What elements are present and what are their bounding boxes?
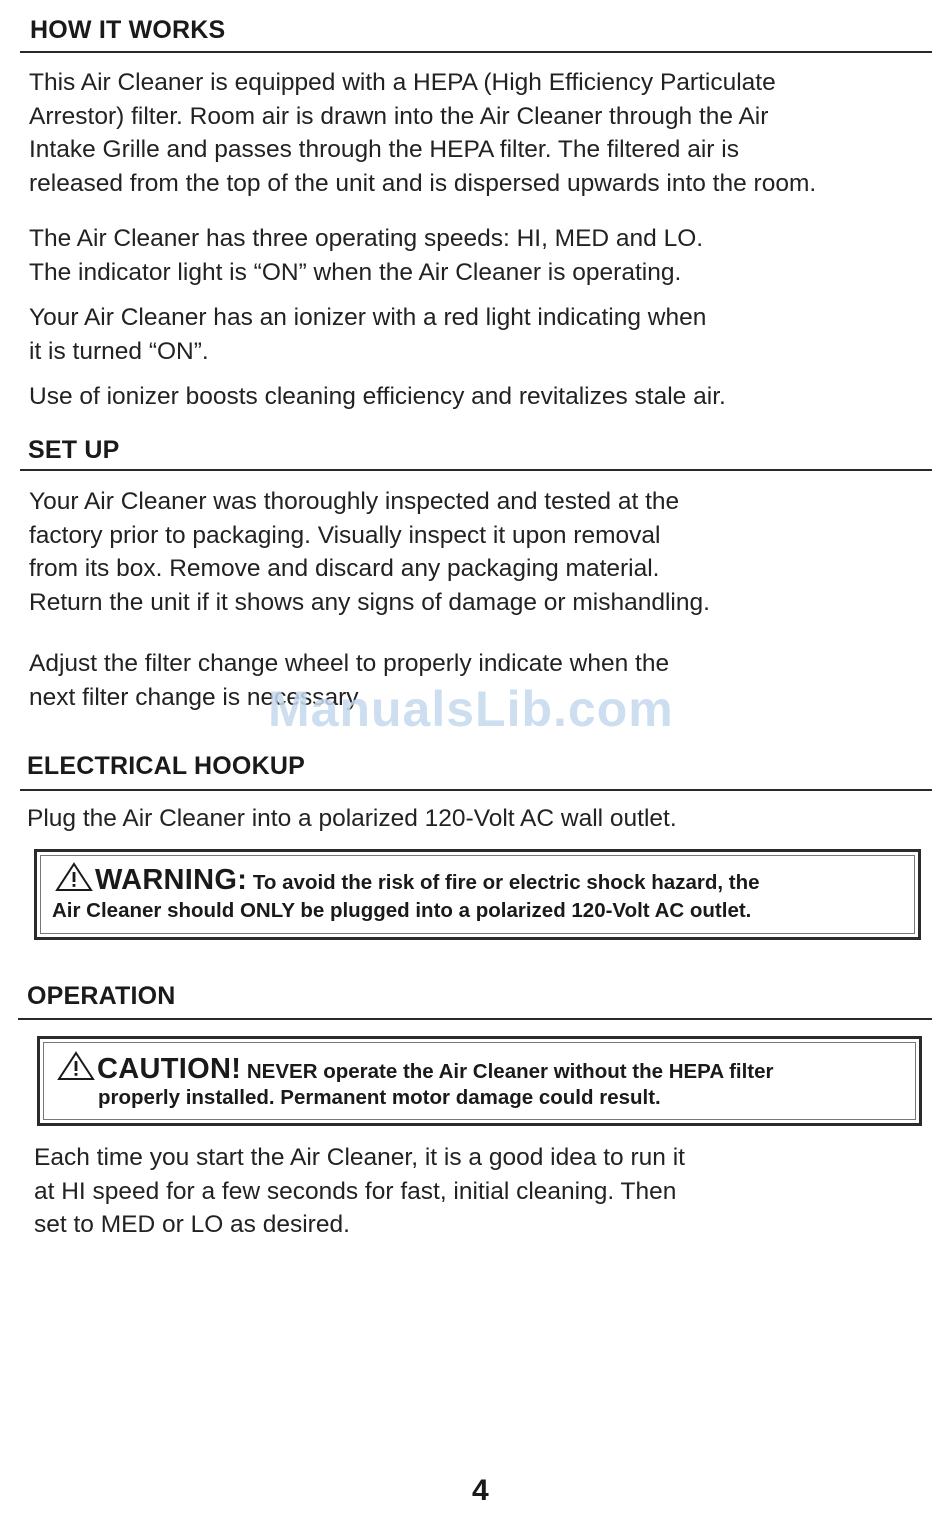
caution-box: [37, 1036, 922, 1126]
operation-heading: OPERATION: [27, 982, 176, 1010]
set-up-paragraph-2: Adjust the filter change wheel to properly indicate when the next filter change is necessary: [29, 650, 670, 711]
warning-line-2: Air Cleaner should ONLY be plugged into a polarized 120-Volt AC outlet.: [52, 899, 752, 922]
caution-triangle-icon: [57, 1051, 95, 1081]
how-it-works-paragraph-3: Your Air Cleaner has an ionizer with a red light indicating when it is turned “ON”.: [29, 304, 707, 365]
caution-text-1: NEVER operate the Air Cleaner without the HEPA filter: [246, 1060, 774, 1083]
operation-paragraph: Each time you start the Air Cleaner, it is a good idea to run it at HI speed for a few seconds for fast, initial cleaning. Then set to MED or LO as desired.: [34, 1144, 685, 1238]
warning-box: [34, 849, 921, 940]
set-up-divider: [20, 469, 932, 471]
electrical-hookup-divider: [20, 789, 932, 791]
how-it-works-paragraph-2: The Air Cleaner has three operating speeds: HI, MED and LO. The indicator light is “ON” when the Air Cleaner is operating.: [29, 225, 704, 286]
caution-label: CAUTION!: [97, 1053, 242, 1085]
set-up-heading: SET UP: [28, 436, 120, 464]
set-up-paragraph-1: Your Air Cleaner was thoroughly inspected and tested at the factory prior to packaging. Visually inspect it upon removal from its box. Remove and discard any packaging material. Return the unit if it shows any signs of damage or mishandling.: [29, 488, 710, 616]
caution-line-1: [57, 1051, 774, 1086]
how-it-works-heading: HOW IT WORKS: [30, 16, 226, 44]
how-it-works-divider: [20, 51, 932, 53]
warning-line-1: [55, 862, 760, 897]
caution-line-2: properly installed. Permanent motor damage could result.: [98, 1086, 661, 1109]
page-number: 4: [472, 1474, 489, 1507]
how-it-works-paragraph-1: This Air Cleaner is equipped with a HEPA (High Efficiency Particulate Arrestor) filter. Room air is drawn into the Air Cleaner through the Air Intake Grille and passes through the HEPA filter. The filtered air is released from the top of the unit and is dispersed upwards into the room.: [29, 69, 817, 197]
how-it-works-paragraph-4: Use of ionizer boosts cleaning efficiency and revitalizes stale air.: [29, 383, 726, 410]
warning-label: WARNING:: [95, 864, 248, 896]
electrical-hookup-heading: ELECTRICAL HOOKUP: [27, 752, 305, 780]
watermark-text: ManualsLib.com: [268, 681, 674, 737]
warning-triangle-icon: [55, 862, 93, 892]
warning-text-1: To avoid the risk of fire or electric shock hazard, the: [252, 871, 760, 894]
operation-divider: [18, 1018, 932, 1020]
electrical-hookup-paragraph: Plug the Air Cleaner into a polarized 120-Volt AC wall outlet.: [27, 805, 677, 832]
